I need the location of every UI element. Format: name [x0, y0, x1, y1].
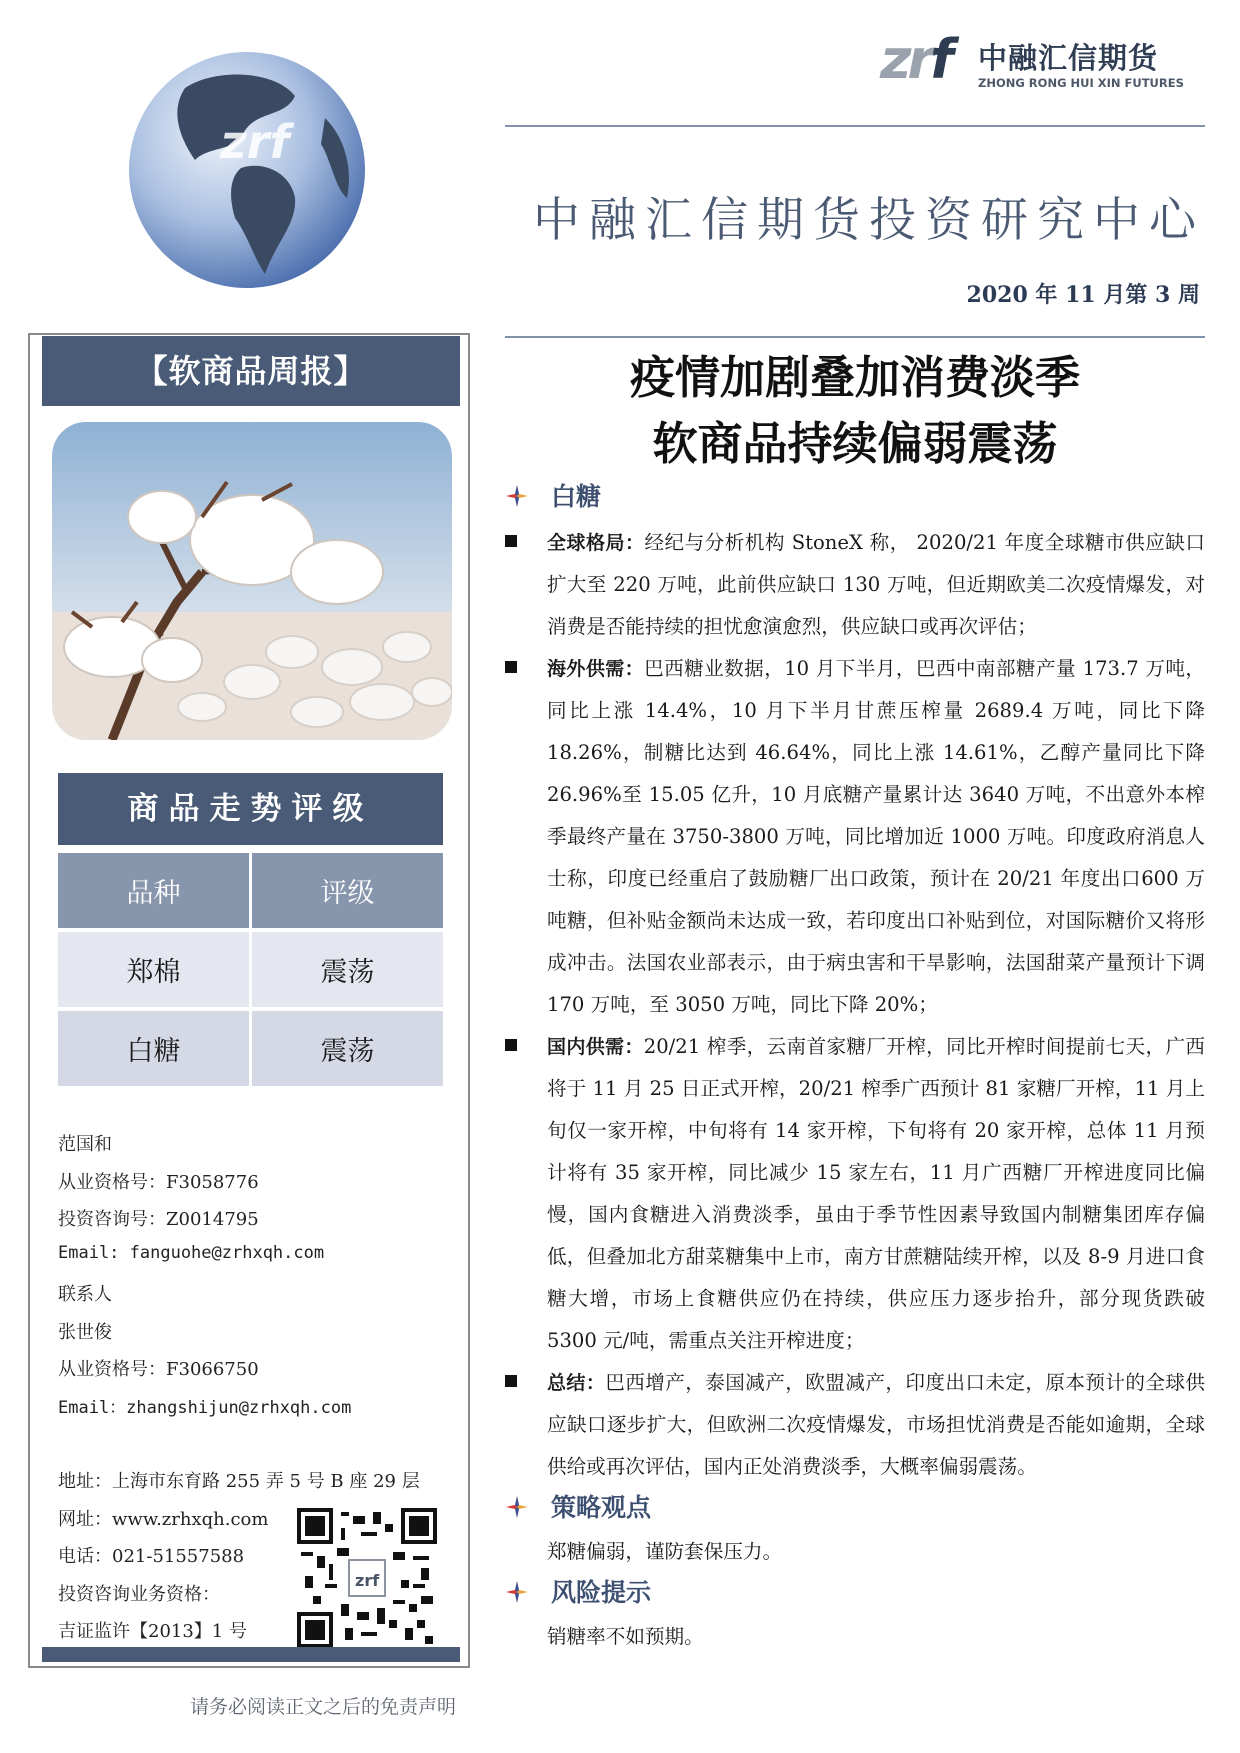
bullet-line: 人士称，印度已经重启了鼓励糖厂出口政策，预计在 20/21 年度出口 — [547, 825, 1205, 890]
bullet-line: 经纪与分析机构 StoneX 称， 2020/21 年度全球糖市供应缺 — [644, 531, 1186, 554]
bullet-label: 国内供需： — [547, 1036, 644, 1058]
globe-mark: zrf — [220, 115, 290, 169]
commodity-cell: 郑棉 — [58, 932, 252, 1011]
square-bullet-icon — [505, 661, 517, 673]
company-phone: 电话：021-51557588 — [58, 1546, 245, 1567]
bullet-line: 口扩大至 220 万吨，此前供应缺口 130 万吨，但近期欧美二次疫情爆 — [547, 531, 1205, 596]
license-label: 投资咨询业务资格： — [58, 1584, 220, 1605]
table-row — [58, 1011, 443, 1090]
bullet-text — [547, 648, 1205, 1026]
company-logo — [880, 28, 1184, 98]
company-address: 地址：上海市东育路 255 弄 5 号 B 座 29 层 — [58, 1471, 420, 1492]
research-center-title: 中融汇信期货投资研究中心 — [533, 193, 1205, 248]
table-row — [58, 932, 443, 1011]
risk-text: 销糖率不如预期。 — [547, 1625, 704, 1648]
header-commodity: 品种 — [58, 853, 252, 932]
header-divider-bottom — [505, 336, 1205, 338]
rating-cell: 震荡 — [252, 1011, 443, 1090]
analyst-consult-no: 投资咨询号：Z0014795 — [58, 1209, 259, 1230]
rating-table-header — [58, 853, 443, 932]
rating-cell: 震荡 — [252, 932, 443, 1011]
report-date: 2020 年 11 月第 3 周 — [966, 282, 1200, 308]
bullet-text — [547, 522, 1205, 648]
bullet-text — [547, 1362, 1205, 1488]
bullet-line: 榨进度同比偏慢，国内食糖进入消费淡季，虽由于季节性因素导致国 — [547, 1161, 1205, 1226]
section-title: 策略观点 — [551, 1493, 652, 1522]
report-type-banner: 【软商品周报】 — [42, 336, 460, 406]
bullet-label: 总结： — [547, 1372, 606, 1394]
bullet-line: 18.26%，制糖比达到 46.64%，同比上涨 14.61%，乙醇产量同比下降 — [547, 741, 1205, 764]
square-bullet-icon — [505, 1375, 517, 1387]
license-number: 吉证监许【2013】1 号 — [58, 1621, 247, 1642]
disclaimer-note: 请务必阅读正文之后的免责声明 — [190, 1696, 457, 1718]
header-divider-top — [505, 125, 1205, 127]
contact-label: 联系人 — [58, 1284, 112, 1305]
header-rating: 评级 — [252, 853, 443, 932]
analyst-license: 从业资格号：F3058776 — [58, 1172, 259, 1193]
section-heading-risk — [505, 1573, 651, 1609]
bullet-line: 600 万吨糖，但补贴金额尚未达成一致，若印度出口补贴到位，对国际 — [547, 867, 1205, 932]
report-title — [525, 345, 1185, 477]
analyst-email[interactable]: Email: fanguohe@zrhxqh.com — [58, 1243, 325, 1263]
bullet-overseas — [505, 648, 1205, 1026]
bullet-line: 20/21 榨季，云南首家糖厂开榨，同比开榨时间提前七天， — [643, 1035, 1166, 1058]
bullet-line: 内制糖集团库存偏低，但叠加北方甜菜糖集中上市，南方甘蔗糖陆续 — [547, 1203, 1205, 1268]
sparkle-bullet-icon — [505, 1580, 529, 1604]
company-name-cn: 中融汇信期货 — [978, 41, 1159, 75]
bullet-line: 体 11 月预计将有 35 家开榨，同比减少 15 家左右，11 月广西糖厂开 — [547, 1119, 1206, 1184]
title-line-1: 疫情加剧叠加消费淡季 — [629, 351, 1080, 404]
analyst-name: 范国和 — [58, 1134, 112, 1155]
bullet-line: 糖价又将形成冲击。法国农业部表示，由于病虫害和干旱影响，法国甜 — [547, 909, 1206, 974]
bullet-global — [505, 522, 1205, 648]
sidebar-footer-bar — [42, 1647, 460, 1662]
contact-license: 从业资格号：F3066750 — [58, 1359, 259, 1380]
square-bullet-icon — [505, 1039, 517, 1051]
bullet-text — [547, 1026, 1205, 1362]
bullet-line: 巴西糖业数据，10 月下半月，巴西中南部糖产量 173.7 万 — [644, 657, 1166, 680]
bullet-line: 力逐步抬升，部分现货跌破 5300 元/吨，需重点关注开榨进度； — [547, 1287, 1206, 1352]
bullet-line: 开榨，以及 8-9 月进口食糖大增，市场上食糖供应仍在持续，供应压 — [547, 1245, 1206, 1310]
company-name-en: ZHONG RONG HUI XIN FUTURES — [978, 76, 1184, 90]
bullet-line: 逾期，全球供给或再次评估，国内正处消费淡季，大概率偏弱震荡。 — [547, 1413, 1206, 1478]
bullet-label: 全球格局： — [547, 532, 645, 554]
sparkle-bullet-icon — [505, 1495, 529, 1519]
bullet-line: 菜产量预计下调 170 万吨，至 3050 万吨，同比下降 20%； — [547, 951, 1206, 1016]
bullet-summary — [505, 1362, 1205, 1488]
cotton-photo — [52, 422, 452, 740]
bullet-line: 球供应缺口逐步扩大，但欧洲二次疫情爆发，市场担忧消费是否能如 — [547, 1371, 1206, 1436]
strategy-text: 郑糖偏弱，谨防套保压力。 — [547, 1540, 783, 1563]
section-title: 白糖 — [551, 482, 602, 511]
bullet-line: 11 月上旬仅一家开榨，中旬将有 14 家开榨，下旬将有 20 家开榨，总 — [547, 1077, 1205, 1142]
title-line-2: 软商品持续偏弱震荡 — [652, 417, 1058, 470]
section-heading-sugar — [505, 477, 601, 513]
rating-table — [58, 853, 443, 1090]
bullet-line: 发，对消费是否能持续的担忧愈演愈烈，供应缺口或再次评估； — [547, 573, 1205, 638]
bullet-line: 广西将于 11 月 25 日正式开榨，20/21 榨季广西预计 81 家糖厂开榨， — [547, 1035, 1205, 1100]
bullet-line: 吨，同比上涨 14.4%，10 月下半月甘蔗压榨量 2689.4 万吨，同比下降 — [547, 657, 1205, 722]
bullet-line: 26.96%至 15.05 亿升，10 月底糖产量累计达 3640 万吨，不出意外本榨 — [547, 783, 1205, 806]
bullet-line: 巴西增产，泰国减产，欧盟减产，印度出口未定，原本预计的全 — [605, 1371, 1166, 1394]
sparkle-bullet-icon — [505, 484, 529, 508]
qr-code-image — [297, 1507, 437, 1649]
contact-email[interactable]: Email：zhangshijun@zrhxqh.com — [58, 1398, 352, 1418]
bullet-domestic — [505, 1026, 1205, 1362]
svg-text:zrf: zrf — [355, 1571, 380, 1590]
company-website[interactable]: 网址：www.zrhxqh.com — [58, 1509, 269, 1530]
logo-mark: zrf — [880, 28, 950, 91]
section-title: 风险提示 — [551, 1578, 652, 1607]
commodity-cell: 白糖 — [58, 1011, 252, 1090]
bullet-line: 季最终产量在 3750-3800 万吨，同比增加近 1000 万吨。印度政府消息 — [547, 825, 1186, 848]
bullet-label: 海外供需： — [547, 658, 645, 680]
contact-name: 张世俊 — [58, 1322, 112, 1343]
globe-logo-image — [125, 48, 370, 293]
square-bullet-icon — [505, 535, 517, 547]
rating-title-banner: 商品走势评级 — [58, 773, 443, 845]
section-heading-strategy — [505, 1488, 651, 1524]
